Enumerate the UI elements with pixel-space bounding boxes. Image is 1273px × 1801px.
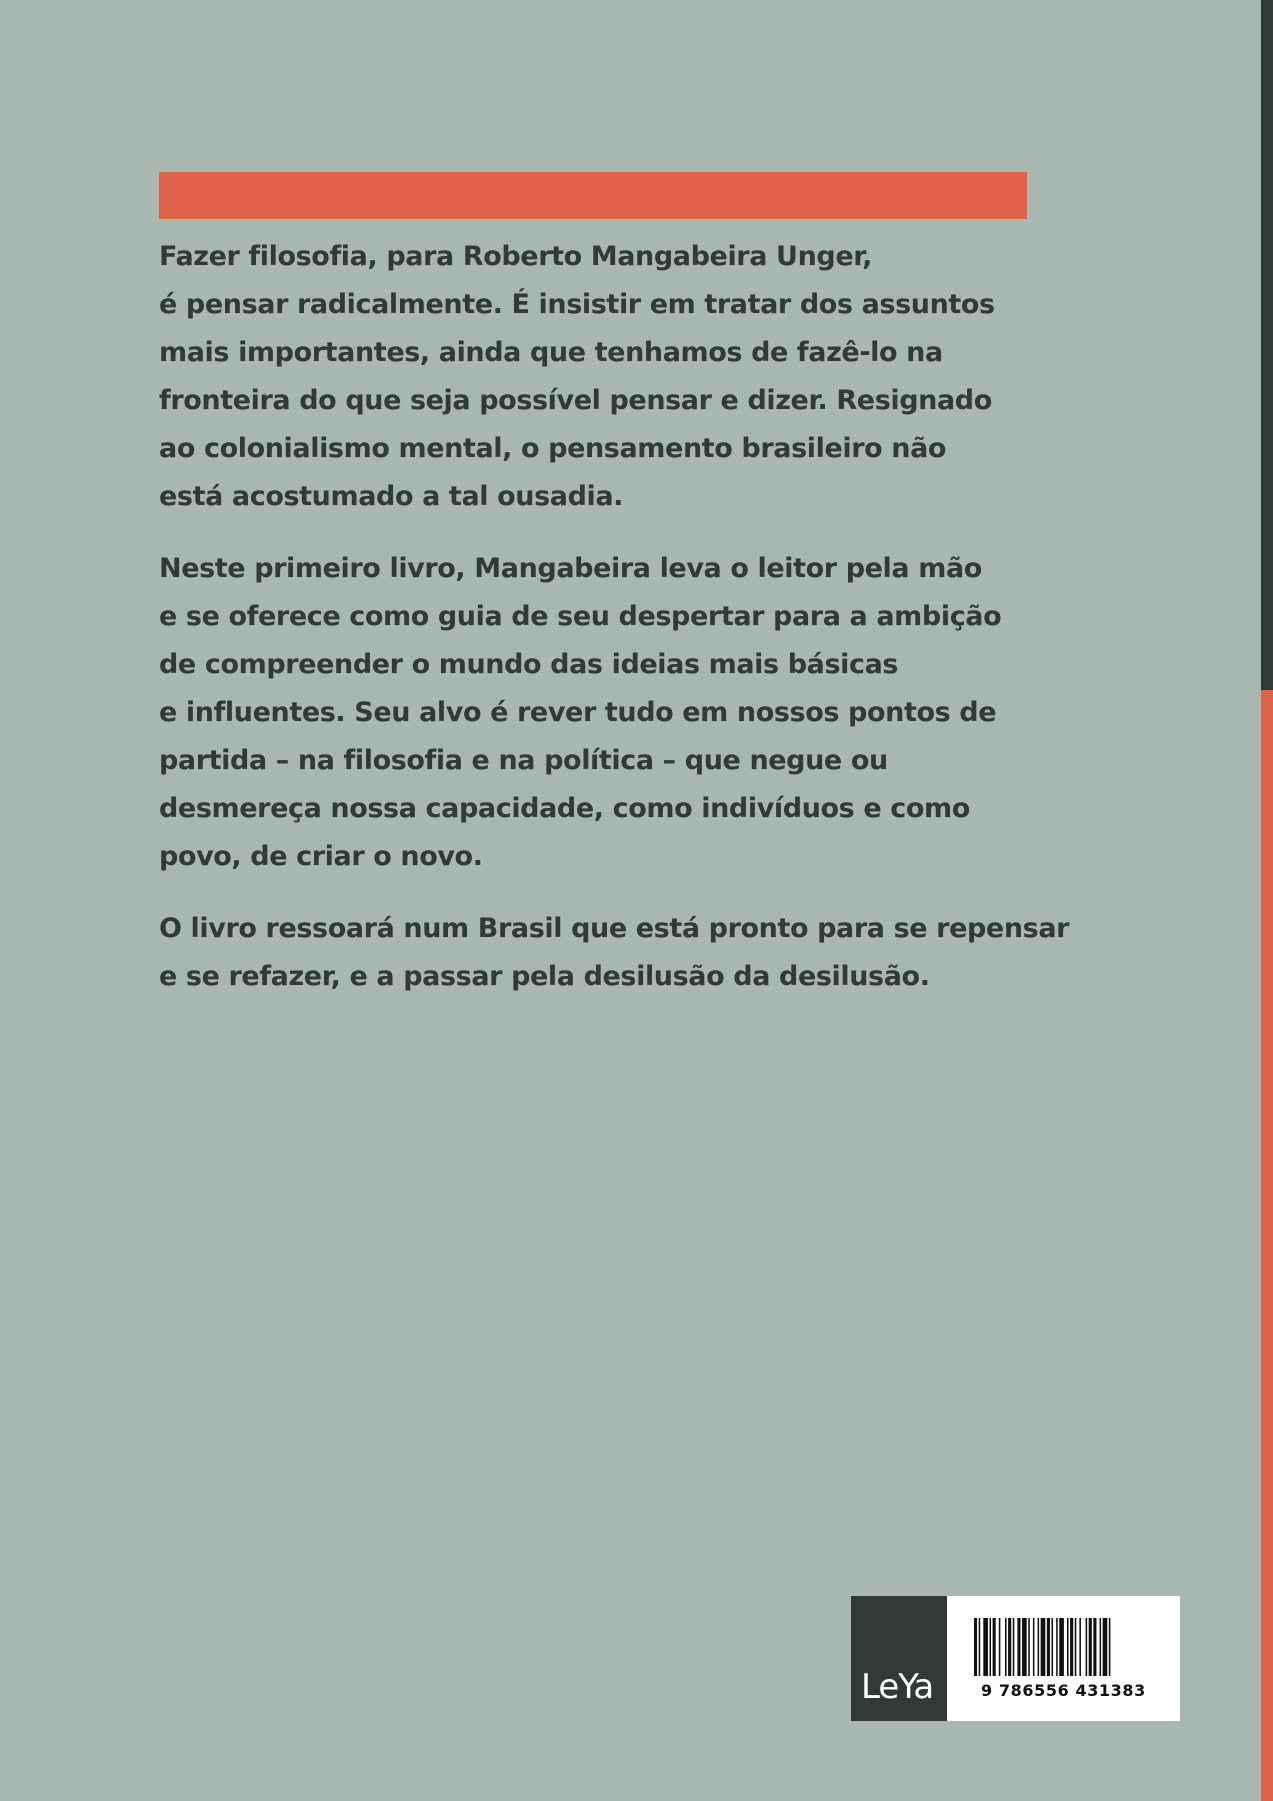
text-line: e se refazer, e a passar pela desilusão da desilusão.: [159, 961, 930, 992]
barcode-stripe: [1008, 1618, 1011, 1676]
barcode-stripe: [1067, 1618, 1069, 1676]
barcode-stripe: [1070, 1618, 1073, 1676]
isbn-number: 9 786556 431383: [981, 1681, 1146, 1700]
text-line: povo, de criar o novo.: [159, 841, 483, 872]
barcode-stripe: [1017, 1618, 1020, 1676]
barcode-stripe: [1075, 1618, 1077, 1676]
barcode-stripe: [990, 1618, 992, 1676]
barcode-stripe: [1086, 1618, 1088, 1676]
text-line: e se oferece como guia de seu despertar para a ambição: [159, 601, 1002, 632]
barcode-stripe: [1038, 1618, 1040, 1676]
barcode-stripe: [999, 1618, 1001, 1676]
text-line: de compreender o mundo das ideias mais básicas: [159, 649, 899, 680]
paragraph-1: [159, 233, 1059, 521]
barcode-stripe: [1013, 1618, 1015, 1676]
accent-bar: [159, 172, 1027, 219]
publisher-logo-text: LeYa: [861, 1667, 934, 1707]
text-line: mais importantes, ainda que tenhamos de fazê-lo na: [159, 337, 943, 368]
barcode-stripe: [1100, 1618, 1102, 1676]
barcode-stripe: [1005, 1618, 1007, 1676]
barcode-stripe: [1028, 1618, 1030, 1676]
spine-edge-accent: [1261, 690, 1273, 1801]
barcode-stripe: [993, 1618, 996, 1676]
barcode-icon: [974, 1618, 1154, 1676]
barcode-stripe: [983, 1618, 988, 1676]
barcode-stripe: [1093, 1618, 1096, 1676]
barcode-stripe: [974, 1618, 977, 1676]
barcode-stripe: [1056, 1618, 1058, 1676]
text-line: Fazer filosofia, para Roberto Mangabeira Unger,: [159, 241, 873, 272]
text-line: desmereça nossa capacidade, como indivíduos e como: [159, 793, 970, 824]
barcode-panel: [851, 1596, 1180, 1721]
barcode-stripe: [1059, 1618, 1064, 1676]
text-line: e influentes. Seu alvo é rever tudo em nossos pontos de: [159, 697, 997, 728]
barcode-stripe: [1079, 1618, 1081, 1676]
text-line: Neste primeiro livro, Mangabeira leva o leitor pela mão: [159, 553, 982, 584]
barcode-stripe: [1109, 1618, 1111, 1676]
back-cover-text: [159, 233, 1070, 1025]
barcode-stripe: [979, 1618, 981, 1676]
text-line: fronteira do que seja possível pensar e dizer. Resignado: [159, 385, 992, 416]
barcode-stripe: [1041, 1618, 1046, 1676]
barcode-stripe: [1033, 1618, 1035, 1676]
barcode-stripe: [1052, 1618, 1054, 1676]
paragraph-3: [159, 905, 1070, 1001]
text-line: está acostumado a tal ousadia.: [159, 481, 624, 512]
text-line: O livro ressoará num Brasil que está pronto para se repensar: [159, 913, 1070, 944]
barcode-stripe: [1103, 1618, 1108, 1676]
text-line: partida – na filosofia e na política – que negue ou: [159, 745, 888, 776]
barcode-stripe: [1022, 1618, 1027, 1676]
barcode-stripe: [1089, 1618, 1092, 1676]
paragraph-2: [159, 545, 1059, 881]
text-line: é pensar radicalmente. É insistir em tratar dos assuntos: [159, 289, 995, 320]
publisher-logo: [851, 1596, 947, 1721]
text-line: ao colonialismo mental, o pensamento brasileiro não: [159, 433, 947, 464]
barcode-stripe: [1047, 1618, 1050, 1676]
spine-edge-dark: [1261, 0, 1273, 690]
